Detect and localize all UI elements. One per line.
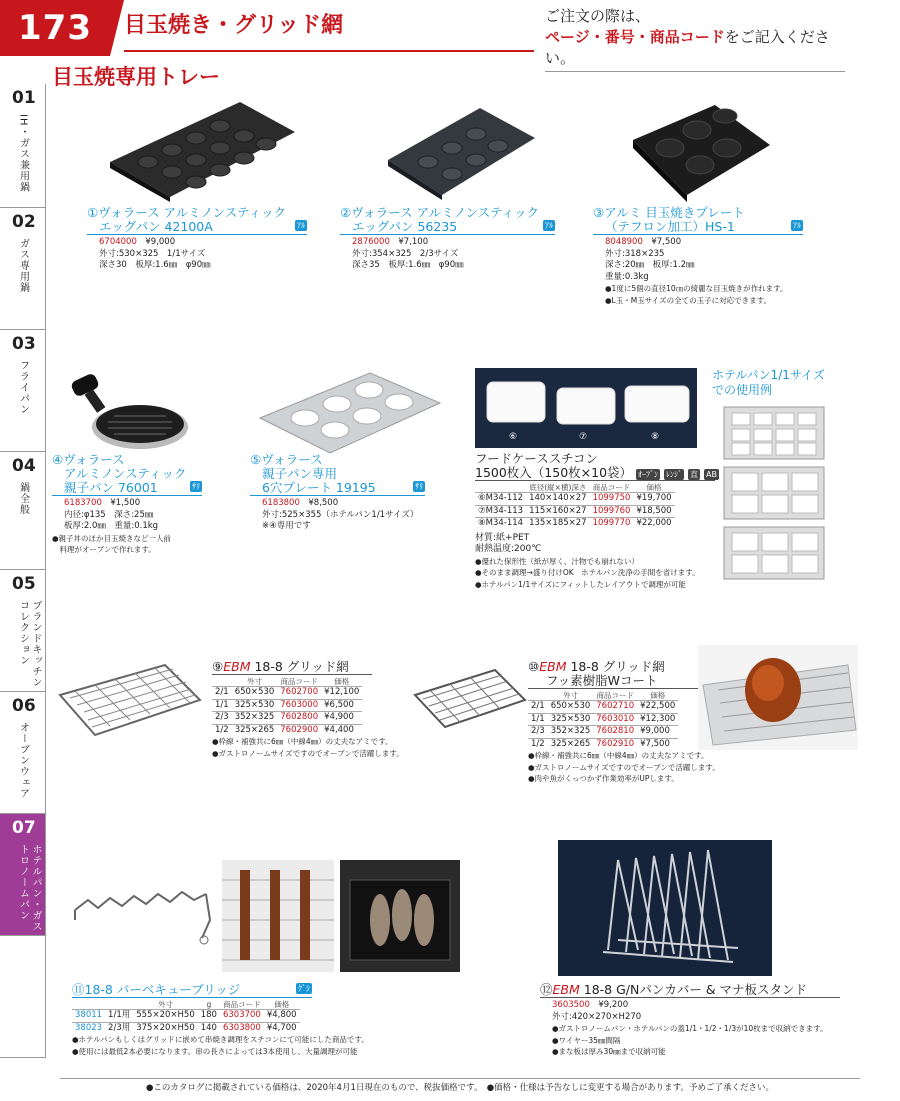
table-row: 2/1 650×530 7602700 ¥12,100 [212,687,362,700]
egg-pan-42100a-image [100,92,300,202]
product-4: ④ヴォラース アルミノンスティック 親子パン 76001 ｻﾘ 6183700 ¥1,500 内径:φ135 深さ:25㎜ 板厚:2.0㎜ 重量:0.1kg ●親子丼のほか目玉焼きなど一人前 料理がオーブンで作れます。 [52,452,200,554]
chapter-tab-03[interactable]: 03 フライパン [0,330,46,452]
price: ¥8,500 [308,498,339,508]
material-badge: ｱﾙ [793,221,801,230]
price: ¥7,100 [398,237,429,247]
food-case-table: 底径(縦×横)深さ 商品コード 価格 ⑥M34-112 140×140×27 1099750 ¥19,700 ⑦M34-113 115×160×27 1099760 ¥18,500 ⑧M34-114 135×185×27 1099770 ¥22,000 [475,483,675,530]
brand-logo: EBM [552,982,580,997]
table-row: 38011 1/1用 555×20×H50 180 6303700 ¥4,800 [72,1010,300,1023]
product-code: 6183700 [64,498,102,508]
chapter-tab-05[interactable]: 05 ブランドキッチンコレクション [0,570,46,692]
egg-plate-hs1-image [625,100,775,205]
price: ¥7,500 [651,237,682,247]
microwave-icon: ﾚﾝｼﾞ [666,470,683,479]
chapter-tab-blank [0,936,46,1058]
chapter-tab-06[interactable]: 06 オーブンウェア [0,692,46,814]
case-label-8: ⑧ [651,432,660,442]
chapter-tab-07[interactable]: 07 ホテルパン・ガストロノームパン [0,814,46,936]
chapter-tab-01[interactable]: 01 IH・ガス兼用鍋 [0,84,46,208]
grid-rack-image [55,660,205,740]
table-row: ⑥M34-112 140×140×27 1099750 ¥19,700 [475,493,675,506]
price: ¥1,500 [110,498,141,508]
material-ab-icon: AB [706,470,717,479]
material-badge: ｻﾘ [415,482,423,491]
bbq-fish-photo [340,860,460,972]
bbq-bridge-image [70,880,220,950]
coated-grid-image [410,665,530,735]
chapter-tab-04[interactable]: 04 鍋全般 [0,452,46,570]
table-row: 38023 2/3用 375×20×H50 140 6303800 ¥4,700 [72,1022,300,1034]
table-row: 1/1 325×530 7603010 ¥12,300 [528,713,678,726]
material-badge: ｻﾘ [192,482,200,491]
product-5: ⑤ヴォラース 親子パン専用 6穴プレート 19195 ｻﾘ 6183800 ¥8,500 外寸:525×355（ホテルパン1/1サイズ） ※④専用です [250,452,423,531]
category-title: 目玉焼き・グリッド網 [124,13,344,38]
product-code: 6183800 [262,498,300,508]
bbq-bridge-table: 外寸 g 商品コード 価格 38011 1/1用 555×20×H50 180 6303700 ¥4,800 38023 2/3用 375×20×H50 140 6303800 ¥4,700 [72,1000,300,1034]
roast-chicken-photo [698,645,858,750]
product-10: ⑩EBM 18-8 グリッド網 フッ素樹脂Wコート 外寸 商品コード 価格 2/1 650×530 7602710 ¥22,500 1/1 325×530 7603010 ¥12,300 2/3 352×325 7602810 ¥9,000 1/2 325×265 7602910 ¥7,500 ●枠線・補強共に6㎜（中線4㎜）の丈夫なアミです。 ●ガストロノームサイズですのでオーブンで活躍します。 ●肉や魚がくっつかず作業効率がUPします。 [528,659,720,784]
six-hole-plate-image [255,368,445,458]
table-row: 2/3 352×325 7602800 ¥4,900 [212,712,362,725]
table-row: ⑦M34-113 115×160×27 1099760 ¥18,500 [475,505,675,518]
oyako-pan-image [62,372,192,452]
table-row: 1/2 325×265 7602900 ¥4,400 [212,724,362,736]
table-row: ⑧M34-114 135×185×27 1099770 ¥22,000 [475,518,675,530]
brand-logo: EBM [223,659,251,674]
table-row: 1/2 325×265 7602910 ¥7,500 [528,738,678,750]
coated-grid-table: 外寸 商品コード 価格 2/1 650×530 7602710 ¥22,500 1/1 325×530 7603010 ¥12,300 2/3 352×325 7602810 ¥9,000 1/2 325×265 7602910 ¥7,500 [528,691,678,750]
bbq-skewer-photo [222,860,334,972]
food-case-photo [475,368,697,448]
product-1: ①ヴォラース アルミノンスティック エッグパン 42100A ｱﾙ 6704000 ¥9,000 外寸:530×325 1/1サイズ 深さ30 板厚:1.6㎜ φ90㎜ [87,205,305,270]
product-2: ②ヴォラース アルミノンスティック エッグパン 56235 ｱﾙ 2876000 ¥7,100 外寸:354×325 2/3サイズ 深さ35 板厚:1.6㎜ φ90㎜ [340,205,553,270]
price: ¥9,000 [145,237,176,247]
direct-fire-icon: 直 [690,470,699,479]
hotel-pan-usage-image [720,405,830,585]
material-badge: ｱﾙ [545,221,553,230]
section-title: 目玉焼専用トレー [52,65,220,89]
header-divider [124,50,534,52]
material-badge: ｸﾞｼ [298,984,310,993]
table-row: 2/1 650×530 7602710 ¥22,500 [528,701,678,714]
brand-logo: EBM [539,659,567,674]
product-12: ⑫EBM 18-8 G/Nパンカバー & マナ板スタンド 3603500 ¥9,200 外寸:420×270×H270 ●ガストロノームパン・ホテルパンの蓋1/1・1/2・1/3が10枚まで収納できます。 ●ワイヤー35㎜間隔 ●まな板は厚み30㎜まで収納可能 [540,983,840,1058]
header-accent [110,0,124,56]
table-row: 1/1 325×530 7603000 ¥6,500 [212,699,362,712]
case-label-6: ⑥ [509,432,518,442]
product-code: 8048900 [605,237,643,247]
egg-pan-56235-image [380,100,540,200]
product-code: 6704000 [99,237,137,247]
pan-cover-stand-photo [558,840,772,976]
product-code: 3603500 [552,1000,590,1010]
usage-title: ホテルパン1/1サイズ での使用例 [712,368,825,397]
grid-table: 外寸 商品コード 価格 2/1 650×530 7602700 ¥12,100 1/1 325×530 7603000 ¥6,500 2/3 352×325 7602800 ¥4,900 1/2 325×265 7602900 ¥4,400 [212,677,362,736]
price: ¥9,200 [598,1000,629,1010]
table-row: 2/3 352×325 7602810 ¥9,000 [528,726,678,739]
chapter-tab-02[interactable]: 02 ガス専用鍋 [0,208,46,330]
product-9: ⑨EBM 18-8 グリッド網 外寸 商品コード 価格 2/1 650×530 7602700 ¥12,100 1/1 325×530 7603000 ¥6,500 2/3 352×325 7602800 ¥4,900 1/2 325×265 7602900 ¥4,400 ●枠線・補強共に6㎜（中線4㎜）の丈夫なアミです。 ●ガストロノームサイズですのでオーブンで活躍します。 [212,659,404,758]
product-code: 2876000 [352,237,390,247]
case-label-7: ⑦ [579,432,588,442]
food-case-product: フードケーススチコン 1500枚入（150枚×10袋） ｵｰﾌﾞﾝ ﾚﾝｼﾞ 直 AB 底径(縦×横)深さ 商品コード 価格 ⑥M34-112 140×140×27 1099750 ¥19,700 ⑦M34-113 115×160×27 1099760 ¥18,500 ⑧M34-114 135×185×27 1099770 ¥22,000 材質:紙+PET 耐熱温度:200℃ ●優れた保形性（紙が厚く、汁物でも崩れない） ●そのまま調理→盛り付けOK ホテルパン洗浄の手間を省けます。 ●ホテルパン1/1サイズにフィットしたレイアウトで調理が可能 [475,451,717,589]
footer-disclaimer: ●このカタログに掲載されている価格は、2020年4月1日現在のもので、税抜価格です。 ●価格・仕様は予告なしに変更する場合があります。予めご了承ください。 [60,1078,860,1094]
product-11: ⑪18-8 バーベキューブリッジ ｸﾞｼ 外寸 g 商品コード 価格 38011 1/1用 555×20×H50 180 6303700 ¥4,800 38023 2/3用 375×20×H50 140 6303800 ¥4,700 ●ホテルパンもしくはグリッドに嵌めて串焼き調理をスチコンにて可能にした商品です。 ●使用には最低2本必要になります。串の長さによっては3本使用し、大量調理が可能 [72,982,369,1056]
material-badge: ｱﾙ [297,221,305,230]
page-number: 173 [0,0,110,56]
product-3: ③アルミ 目玉焼きプレート （テフロン加工）HS-1 ｱﾙ 8048900 ¥7,500 外寸:318×235 深さ:20㎜ 板厚:1.2㎜ 重量:0.3kg ●1度に5個の直径10㎝の綺麗な目玉焼きが作れます。 ●L玉・M玉サイズの全ての玉子に対応できます。 [593,205,801,305]
order-note: ご注文の際は、 ページ・番号・商品コードをご記入ください。 [545,6,845,72]
oven-icon: ｵｰﾌﾞﾝ [638,470,659,479]
